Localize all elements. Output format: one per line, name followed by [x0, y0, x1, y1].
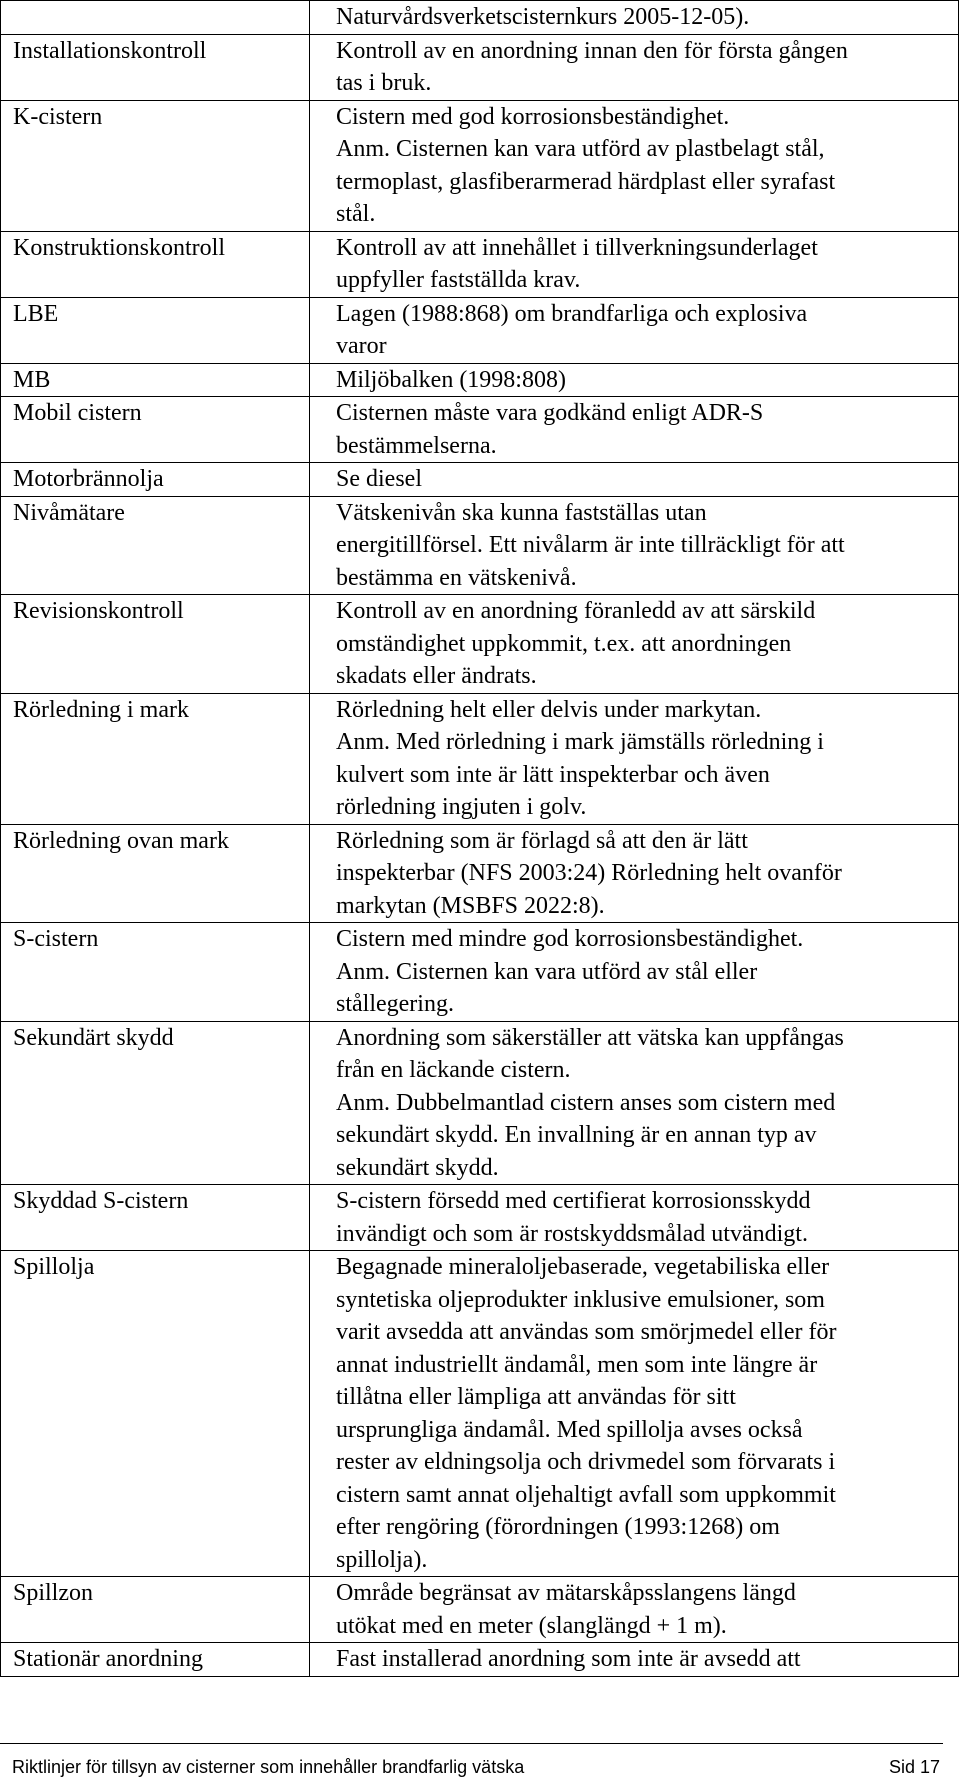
definition-row — [1, 1185, 959, 1251]
definition-cell: Cistern med god korrosionsbeständighet. Anm. Cisternen kan vara utförd av plastbelagt stål, termoplast, glasfiberarmerad härdplast eller syrafast stål. — [310, 100, 959, 231]
definition-row — [1, 1021, 959, 1185]
footer-document-title: Riktlinjer för tillsyn av cisterner som innehåller brandfarlig vätska — [12, 1757, 525, 1777]
definition-row — [1, 595, 959, 694]
definition-row — [1, 463, 959, 497]
footer-divider — [0, 1743, 943, 1744]
definition-cell: Vätskenivån ska kunna fastställas utan energitillförsel. Ett nivålarm är inte tillräckligt för att bestämma en vätskenivå. — [310, 496, 959, 595]
definition-row — [1, 1, 959, 35]
term-cell: Motorbrännolja — [1, 463, 310, 497]
term-cell: Spillolja — [1, 1251, 310, 1577]
definition-cell: Cistern med mindre god korrosionsbeständighet. Anm. Cisternen kan vara utförd av stål eller stållegering. — [310, 923, 959, 1022]
definition-cell: Cisternen måste vara godkänd enligt ADR-S bestämmelserna. — [310, 397, 959, 463]
definition-row — [1, 297, 959, 363]
term-cell: Installationskontroll — [1, 34, 310, 100]
definition-cell: S-cistern försedd med certifierat korrosionsskydd invändigt och som är rostskyddsmålad utvändigt. — [310, 1185, 959, 1251]
term-cell: Rörledning ovan mark — [1, 824, 310, 923]
term-cell: Stationär anordning — [1, 1643, 310, 1677]
definition-row — [1, 34, 959, 100]
definition-cell: Kontroll av en anordning innan den för första gången tas i bruk. — [310, 34, 959, 100]
definitions-table-body — [1, 1, 959, 1677]
definition-row — [1, 824, 959, 923]
definition-row — [1, 397, 959, 463]
definition-cell: Se diesel — [310, 463, 959, 497]
term-cell: MB — [1, 363, 310, 397]
term-cell: Rörledning i mark — [1, 693, 310, 824]
term-cell: K-cistern — [1, 100, 310, 231]
definition-row — [1, 1251, 959, 1577]
definition-cell: Rörledning helt eller delvis under markytan. Anm. Med rörledning i mark jämställs rörledning i kulvert som inte är lätt inspekterbar och även rörledning ingjuten i golv. — [310, 693, 959, 824]
definition-cell: Kontroll av en anordning föranledd av att särskild omständighet uppkommit, t.ex. att anordningen skadats eller ändrats. — [310, 595, 959, 694]
definition-cell: Område begränsat av mätarskåpsslangens längd utökat med en meter (slanglängd + 1 m). — [310, 1577, 959, 1643]
definition-row — [1, 363, 959, 397]
definition-cell: Kontroll av att innehållet i tillverkningsunderlaget uppfyller fastställda krav. — [310, 231, 959, 297]
definition-cell: Begagnade mineraloljebaserade, vegetabiliska eller syntetiska oljeprodukter inklusive emulsioner, som varit avsedda att användas som smörjmedel eller för annat industriellt ändamål, men som inte längre är tillåtna eller lämpliga att användas för sitt ursprungliga ändamål. Med spillolja avses också rester av eldningsolja och drivmedel som förvarats i cistern samt annat oljehaltigt avfall som uppkommit efter rengöring (förordningen (1993:1268) om spillolja). — [310, 1251, 959, 1577]
term-cell: Spillzon — [1, 1577, 310, 1643]
definition-row — [1, 1577, 959, 1643]
definition-cell: Miljöbalken (1998:808) — [310, 363, 959, 397]
definition-cell: Rörledning som är förlagd så att den är lätt inspekterbar (NFS 2003:24) Rörledning helt ovanför markytan (MSBFS 2022:8). — [310, 824, 959, 923]
term-cell: Mobil cistern — [1, 397, 310, 463]
definition-cell: Anordning som säkerställer att vätska kan uppfångas från en läckande cistern. Anm. Dubbelmantlad cistern anses som cistern med sekundärt skydd. En invallning är en annan typ av sekundärt skydd. — [310, 1021, 959, 1185]
term-cell — [1, 1, 310, 35]
term-cell: Sekundärt skydd — [1, 1021, 310, 1185]
definition-row — [1, 100, 959, 231]
definition-row — [1, 1643, 959, 1677]
term-cell: LBE — [1, 297, 310, 363]
definition-cell: Fast installerad anordning som inte är avsedd att — [310, 1643, 959, 1677]
footer-page-number: Sid 17 — [888, 1757, 940, 1777]
definition-row — [1, 693, 959, 824]
definition-cell: Lagen (1988:868) om brandfarliga och explosiva varor — [310, 297, 959, 363]
definition-cell: Naturvårdsverketscisternkurs 2005-12-05). — [310, 1, 959, 35]
definition-row — [1, 231, 959, 297]
term-cell: Nivåmätare — [1, 496, 310, 595]
term-cell: Konstruktionskontroll — [1, 231, 310, 297]
term-cell: S-cistern — [1, 923, 310, 1022]
definition-row — [1, 923, 959, 1022]
definition-row — [1, 496, 959, 595]
term-cell: Skyddad S-cistern — [1, 1185, 310, 1251]
term-cell: Revisionskontroll — [1, 595, 310, 694]
